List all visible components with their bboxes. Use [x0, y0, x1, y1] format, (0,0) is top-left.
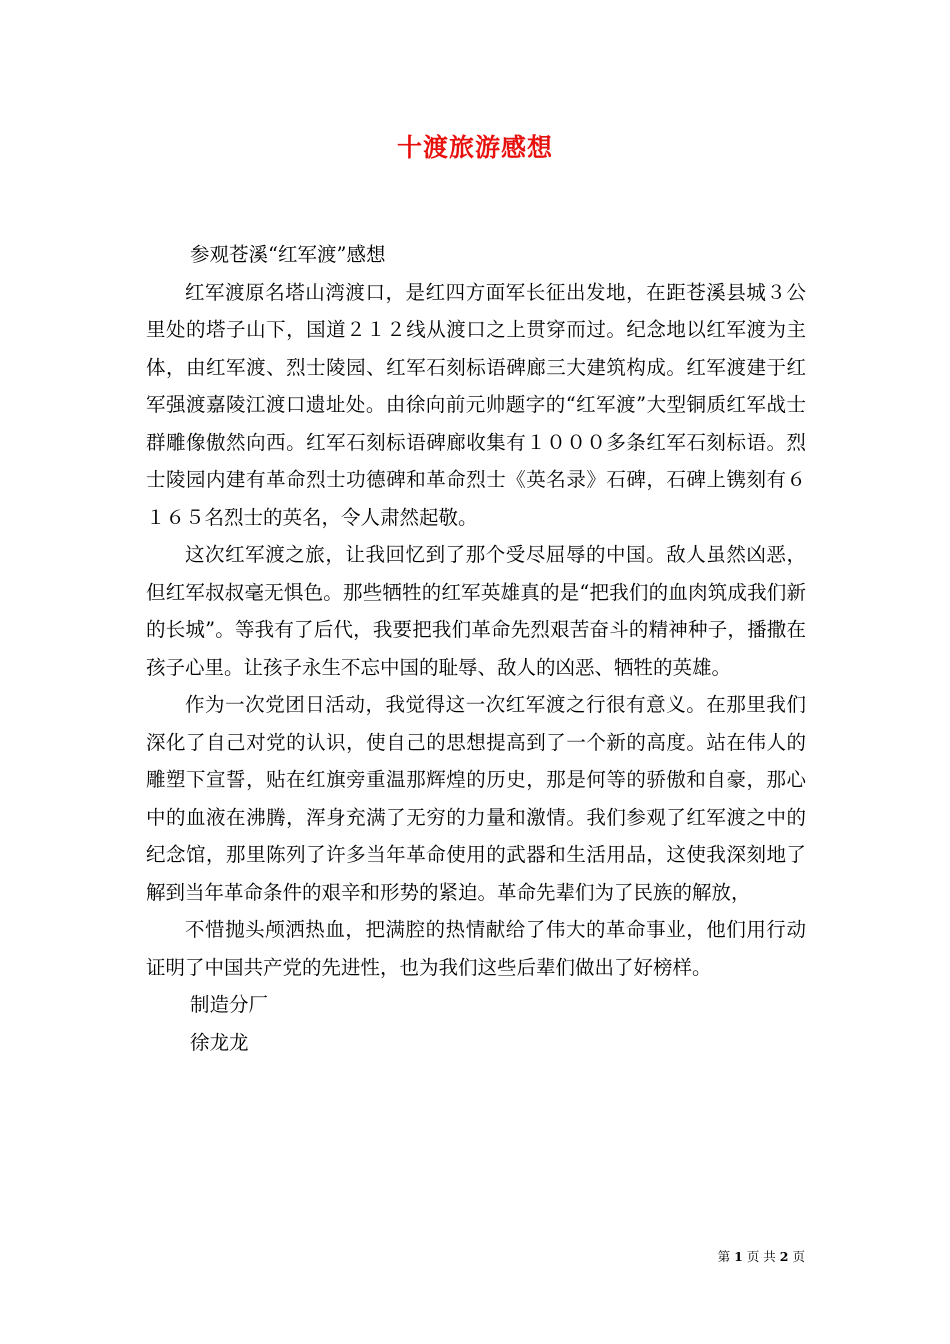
footer-middle: 页 共	[746, 1249, 776, 1264]
signature-name: 徐龙龙	[190, 1030, 249, 1054]
signature-unit: 制造分厂	[190, 993, 269, 1016]
page-title: 十渡旅游感想	[396, 133, 553, 162]
subtitle: 参观苍溪“红军渡”感想	[190, 243, 386, 266]
paragraph: 作为一次党团日活动，我觉得这一次红军渡之行很有意义。在那里我们深化了自己对党的认识，使自己的思想提高到了一个新的高度。站在伟人的雕塑下宣誓，贴在红旗旁重温那辉煌的历史，那是何等的骄傲和自豪，那心中的血液在沸腾，浑身充满了无穷的力量和激情。我们参观了红军渡之中的纪念馆，那里陈列了许多当年革命使用的武器和生活用品，这使我深刻地了解到当年革命条件的艰辛和形势的紧迫。革命先辈们为了民族的解放，	[146, 693, 806, 904]
footer-page-number: 1	[734, 1249, 743, 1264]
footer-total-pages: 2	[779, 1249, 789, 1264]
page-footer	[718, 1248, 805, 1266]
paragraph: 红军渡原名塔山湾渡口，是红四方面军长征出发地，在距苍溪县城３公里处的塔子山下，国道２１２线从渡口之上贯穿而过。纪念地以红军渡为主体，由红军渡、烈士陵园、红军石刻标语碑廊三大建筑构成。红军渡建于红军强渡嘉陵江渡口遗址处。由徐向前元帅题字的“红军渡”大型铜质红军战士群雕像傲然向西。红军石刻标语碑廊收集有１０００多条红军石刻标语。烈士陵园内建有革命烈士功德碑和革命烈士《英名录》石碑，石碑上镌刻有６１６５名烈士的英名，令人肃然起敬。	[146, 280, 806, 529]
footer-suffix: 页	[792, 1249, 805, 1264]
footer-prefix: 第	[717, 1249, 731, 1264]
paragraph: 不惜抛头颅洒热血，把满腔的热情献给了伟大的革命事业，他们用行动证明了中国共产党的先进性，也为我们这些后辈们做出了好榜样。	[146, 918, 806, 979]
document-body	[146, 236, 806, 1061]
paragraph: 这次红军渡之旅，让我回忆到了那个受尽屈辱的中国。敌人虽然凶恶，但红军叔叔毫无惧色。那些牺牲的红军英雄真的是“把我们的血肉筑成我们新的长城”。等我有了后代，我要把我们革命先烈艰苦奋斗的精神种子，播撒在孩子心里。让孩子永生不忘中国的耻辱、敌人的凶恶、牺牲的英雄。	[146, 543, 806, 679]
